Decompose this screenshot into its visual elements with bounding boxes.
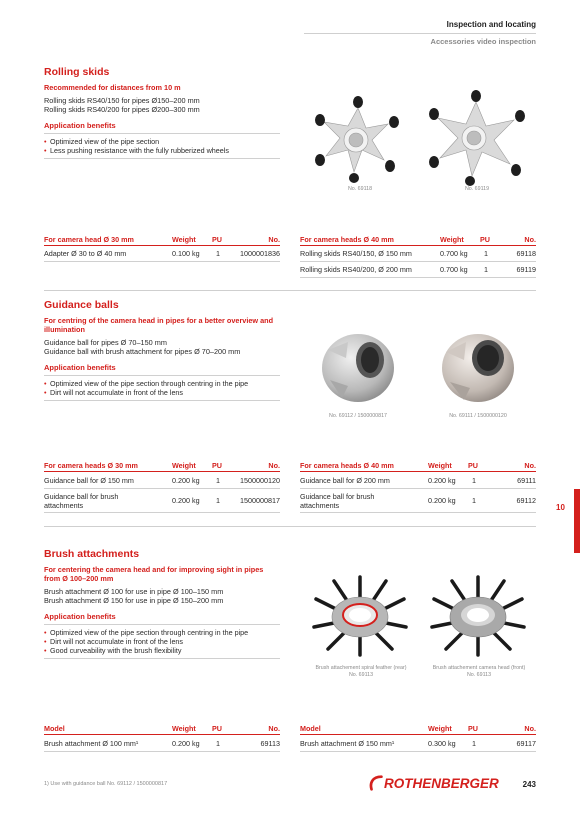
- table-row: [44, 735, 280, 752]
- guidance-ball-69111-image: [438, 328, 518, 404]
- product-table: [300, 460, 536, 513]
- section-divider: [44, 526, 536, 527]
- table-cell: Guidance ball for brush attachments: [44, 491, 119, 510]
- table-cell: 0.700 kg: [440, 265, 468, 274]
- divider: [44, 375, 280, 376]
- header-subtitle: Accessories video inspection: [430, 37, 536, 46]
- brush-attachment-front-image: [430, 573, 526, 657]
- header-divider: [304, 33, 536, 34]
- table-row: [300, 246, 536, 262]
- column-header: PU: [212, 235, 222, 244]
- column-header: For camera heads Ø 40 mm: [300, 235, 394, 244]
- section-guidance-balls: [44, 299, 280, 401]
- table-cell: 1500000120: [240, 475, 280, 485]
- column-header: No.: [268, 724, 280, 733]
- table-cell: 0.300 kg: [428, 738, 456, 748]
- product-table: [300, 723, 536, 752]
- image-caption: No. 69111 / 1500000120: [449, 413, 507, 419]
- section-brush-attachments: [44, 548, 280, 659]
- image-caption: No. 69118: [347, 186, 373, 192]
- table-row: [44, 489, 280, 513]
- image-caption: No. 69112 / 1500000817: [329, 413, 387, 419]
- rolling-skids-150-image: [308, 88, 408, 184]
- table-cell: 1500000817: [240, 496, 280, 505]
- table-cell: 0.200 kg: [172, 496, 200, 505]
- column-header: Model: [300, 724, 321, 733]
- section-subtitle: Recommended for distances from 10 m: [44, 83, 181, 92]
- table-cell: 0.100 kg: [172, 249, 200, 258]
- divider: [44, 133, 280, 134]
- product-table: [300, 234, 536, 278]
- column-header: For camera heads Ø 40 mm: [300, 461, 394, 470]
- table-row: [300, 472, 536, 489]
- brand-logo: ROTHENBERGER: [384, 776, 499, 791]
- table-header-row: [44, 460, 280, 472]
- table-cell: 1: [216, 496, 220, 505]
- column-header: No.: [524, 724, 536, 733]
- table-cell: Guidance ball for Ø 150 mm: [44, 475, 134, 485]
- column-header: PU: [212, 724, 222, 733]
- table-row: [300, 489, 536, 513]
- table-cell: 0.200 kg: [172, 475, 200, 485]
- table-cell: 0.200 kg: [172, 738, 200, 748]
- divider: [44, 624, 280, 625]
- table-cell: 1: [216, 475, 220, 485]
- table-row: [44, 472, 280, 489]
- divider: [44, 158, 280, 159]
- caption-line: No. 69113: [348, 672, 374, 678]
- column-header: No.: [268, 235, 280, 244]
- rolling-skids-200-image: [428, 86, 528, 186]
- table-cell: 0.700 kg: [440, 249, 468, 258]
- description-line: Brush attachment Ø 150 for use in pipe Ø 150–200 mm: [44, 596, 224, 606]
- column-header: For camera head Ø 30 mm: [44, 235, 134, 244]
- table-header-row: [300, 723, 536, 735]
- table-cell: 1: [216, 738, 220, 748]
- chapter-tab-marker: [574, 489, 580, 553]
- image-caption: No. 69119: [464, 186, 490, 192]
- table-cell: 0.200 kg: [428, 475, 456, 485]
- table-header-row: [300, 460, 536, 472]
- table-cell: 69119: [516, 265, 536, 274]
- benefit-item: • Dirt will not accumulate in front of the lens: [44, 637, 280, 646]
- benefit-item: • Less pushing resistance with the fully rubberized wheels: [44, 146, 280, 155]
- benefit-item: • Optimized view of the pipe section through centring in the pipe: [44, 628, 280, 637]
- caption-line: No. 69113: [466, 672, 492, 678]
- section-rolling-skids: [44, 66, 280, 159]
- column-header: PU: [480, 235, 490, 244]
- guidance-ball-69112-image: [318, 328, 398, 404]
- column-header: PU: [468, 461, 478, 470]
- column-header: Weight: [428, 724, 452, 733]
- column-header: PU: [468, 724, 478, 733]
- column-header: Weight: [440, 235, 464, 244]
- description-line: Brush attachment Ø 100 for use in pipe Ø 100–150 mm: [44, 587, 224, 596]
- benefits-title: Application benefits: [44, 120, 116, 130]
- column-header: Weight: [428, 461, 452, 470]
- table-cell: Rolling skids RS40/200, Ø 200 mm: [300, 265, 412, 274]
- table-cell: 1000001836: [240, 249, 280, 258]
- table-header-row: [44, 234, 280, 246]
- column-header: No.: [268, 461, 280, 470]
- section-subtitle: For centring of the camera head in pipes for a better overview and illumination: [44, 316, 274, 334]
- column-header: For camera heads Ø 30 mm: [44, 461, 138, 470]
- column-header: No.: [524, 461, 536, 470]
- table-cell: Guidance ball for Ø 200 mm: [300, 475, 390, 485]
- column-header: Weight: [172, 461, 196, 470]
- benefit-item: • Optimized view of the pipe section: [44, 137, 280, 146]
- table-row: [44, 246, 280, 262]
- section-subtitle: For centering the camera head and for improving sight in pipes from Ø 100–200 mm: [44, 565, 264, 583]
- table-cell: Guidance ball for brush attachments: [300, 491, 375, 510]
- page-number: 243: [522, 780, 536, 789]
- table-cell: Brush attachment Ø 150 mm¹: [300, 738, 395, 748]
- section-title: Brush attachments: [44, 548, 140, 560]
- table-cell: 1: [484, 249, 488, 258]
- table-cell: Adapter Ø 30 to Ø 40 mm: [44, 249, 127, 258]
- image-caption: [420, 665, 538, 679]
- column-header: No.: [524, 235, 536, 244]
- table-cell: Brush attachment Ø 100 mm¹: [44, 738, 139, 748]
- section-divider: [44, 290, 536, 291]
- rothenberger-logo-icon: [366, 774, 386, 792]
- product-table: [44, 723, 280, 752]
- table-header-row: [44, 723, 280, 735]
- divider: [44, 400, 280, 401]
- brush-attachment-rear-image: [312, 573, 408, 657]
- table-cell: 69118: [516, 249, 536, 258]
- table-cell: 1: [216, 249, 220, 258]
- section-title: Guidance balls: [44, 299, 119, 311]
- table-cell: 69113: [260, 738, 280, 748]
- benefit-item: • Good curveability with the brush flexibility: [44, 646, 280, 655]
- table-cell: 1: [472, 496, 476, 505]
- description-line: Guidance ball with brush attachment for pipes Ø 70–200 mm: [44, 347, 241, 357]
- benefits-title: Application benefits: [44, 611, 116, 621]
- product-table: [44, 234, 280, 262]
- table-cell: 69112: [516, 496, 536, 505]
- table-cell: Rolling skids RS40/150, Ø 150 mm: [300, 249, 412, 258]
- column-header: Model: [44, 724, 65, 733]
- table-cell: 1: [484, 265, 488, 274]
- table-cell: 69117: [516, 738, 536, 748]
- benefit-item: • Dirt will not accumulate in front of the lens: [44, 388, 280, 397]
- header-title: Inspection and locating: [446, 20, 536, 29]
- footnote: 1) Use with guidance ball No. 69112 / 1500000817: [44, 781, 168, 787]
- image-caption: [302, 665, 420, 679]
- product-table: [44, 460, 280, 513]
- table-cell: 1: [472, 738, 476, 748]
- description-line: Rolling skids RS40/200 for pipes Ø200–300 mm: [44, 105, 200, 115]
- column-header: Weight: [172, 724, 196, 733]
- column-header: Weight: [172, 235, 196, 244]
- table-cell: 69111: [517, 475, 536, 485]
- benefit-item: • Optimized view of the pipe section through centring in the pipe: [44, 379, 280, 388]
- chapter-number: 10: [556, 503, 565, 512]
- description-line: Rolling skids RS40/150 for pipes Ø150–200 mm: [44, 96, 200, 105]
- caption-line: Brush attachement camera head (front): [432, 665, 526, 671]
- divider: [44, 658, 280, 659]
- table-header-row: [300, 234, 536, 246]
- table-row: [300, 735, 536, 752]
- column-header: PU: [212, 461, 222, 470]
- description-line: Guidance ball for pipes Ø 70–150 mm: [44, 338, 167, 347]
- caption-line: Brush attachement spiral feather (rear): [315, 665, 407, 671]
- table-row: [300, 262, 536, 278]
- table-cell: 0.200 kg: [428, 496, 456, 505]
- benefits-title: Application benefits: [44, 362, 116, 372]
- table-cell: 1: [472, 475, 476, 485]
- section-title: Rolling skids: [44, 66, 110, 78]
